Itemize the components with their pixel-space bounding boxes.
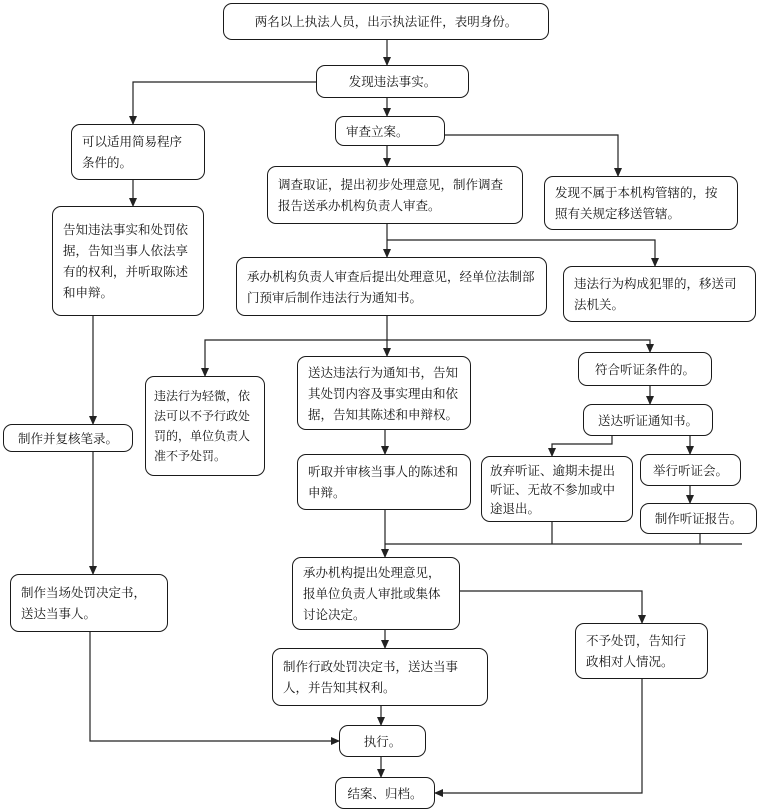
node-waive-hearing <box>481 456 633 522</box>
node-no-penalty-notify <box>575 623 708 679</box>
node-investigate <box>267 166 523 224</box>
node-inform-party <box>52 206 204 316</box>
node-onsite-decision <box>10 574 168 632</box>
node-investigate-text: 调查取证，提出初步处理意见，制作调查报告送承办机构负责人审查。 <box>278 177 504 213</box>
node-hearing-condition-text: 符合听证条件的。 <box>594 361 695 377</box>
node-discover-violation <box>316 65 469 98</box>
node-review-opinion <box>236 257 547 316</box>
node-show-credentials-text: 两名以上执法人员，出示执法证件，表明身份。 <box>254 14 518 29</box>
node-show-credentials <box>223 3 549 40</box>
node-register-case <box>335 116 445 146</box>
node-hold-hearing <box>640 454 741 486</box>
node-deliver-hearing-notice <box>583 404 713 436</box>
node-minor-no-penalty-text: 违法行为轻微，依法可以不予行政处罚的，单位负责人准不予处罚。 <box>154 389 251 463</box>
node-review-opinion-text: 承办机构负责人审查后提出处理意见，经单位法制部门预审后制作违法行为通知书。 <box>247 268 535 305</box>
node-register-case-text: 审查立案。 <box>346 123 409 139</box>
node-minor-no-penalty <box>145 376 265 476</box>
node-penalty-decision <box>272 648 488 706</box>
node-record-check-text: 制作并复核笔录。 <box>17 430 118 446</box>
node-propose-decision-text: 承办机构提出处理意见，报单位负责人审批或集体讨论决定。 <box>303 565 441 622</box>
node-hold-hearing-text: 举行听证会。 <box>652 462 728 478</box>
node-close-archive <box>335 777 435 809</box>
node-execute <box>339 725 426 757</box>
node-transfer-judicial-text: 违法行为构成犯罪的，移送司法机关。 <box>574 276 737 312</box>
node-propose-decision <box>292 557 460 630</box>
node-simple-procedure-condition <box>71 124 205 180</box>
node-transfer-judicial <box>563 266 756 322</box>
node-hearing-report <box>640 503 757 534</box>
node-deliver-notice-text: 送达违法行为通知书，告知其处罚内容及事实理由和依据，告知其陈述和申辩权。 <box>308 364 459 422</box>
node-deliver-notice <box>297 356 471 430</box>
node-discover-violation-text: 发现违法事实。 <box>348 74 437 89</box>
node-deliver-hearing-notice-text: 送达听证通知书。 <box>597 412 698 428</box>
node-inform-party-text: 告知违法事实和处罚依据，告知当事人依法享有的权利，并听取陈述和申辩。 <box>63 222 189 300</box>
edge-hearing-notice-to-waive <box>552 436 612 456</box>
node-execute-text: 执行。 <box>363 733 402 749</box>
node-record-check <box>3 424 133 452</box>
node-no-penalty-notify-text: 不予处罚，告知行政相对人情况。 <box>586 633 687 669</box>
node-waive-hearing-text: 放弃听证、逾期未提出听证、无故不参加或中途退出。 <box>490 462 616 516</box>
node-penalty-decision-text: 制作行政处罚决定书，送达当事人，并告知其权利。 <box>283 659 459 695</box>
node-close-archive-text: 结案、归档。 <box>347 785 423 801</box>
node-hearing-condition <box>578 352 712 386</box>
node-transfer-jurisdiction <box>544 176 738 230</box>
node-hear-statements <box>297 454 471 510</box>
node-simple-procedure-condition-text: 可以适用简易程序条件的。 <box>82 134 183 170</box>
node-onsite-decision-text: 制作当场处罚决定书，送达当事人。 <box>21 585 147 621</box>
edge-split-to-hearing-cond <box>387 340 650 352</box>
edge-discover-to-simple <box>133 82 316 124</box>
edge-decide-to-no-penalty <box>460 591 642 623</box>
node-transfer-jurisdiction-text: 发现不属于本机构管辖的，按照有关规定移送管辖。 <box>555 185 718 221</box>
node-hear-statements-text: 听取并审核当事人的陈述和申辩。 <box>308 464 459 500</box>
node-hearing-report-text: 制作听证报告。 <box>654 511 743 526</box>
